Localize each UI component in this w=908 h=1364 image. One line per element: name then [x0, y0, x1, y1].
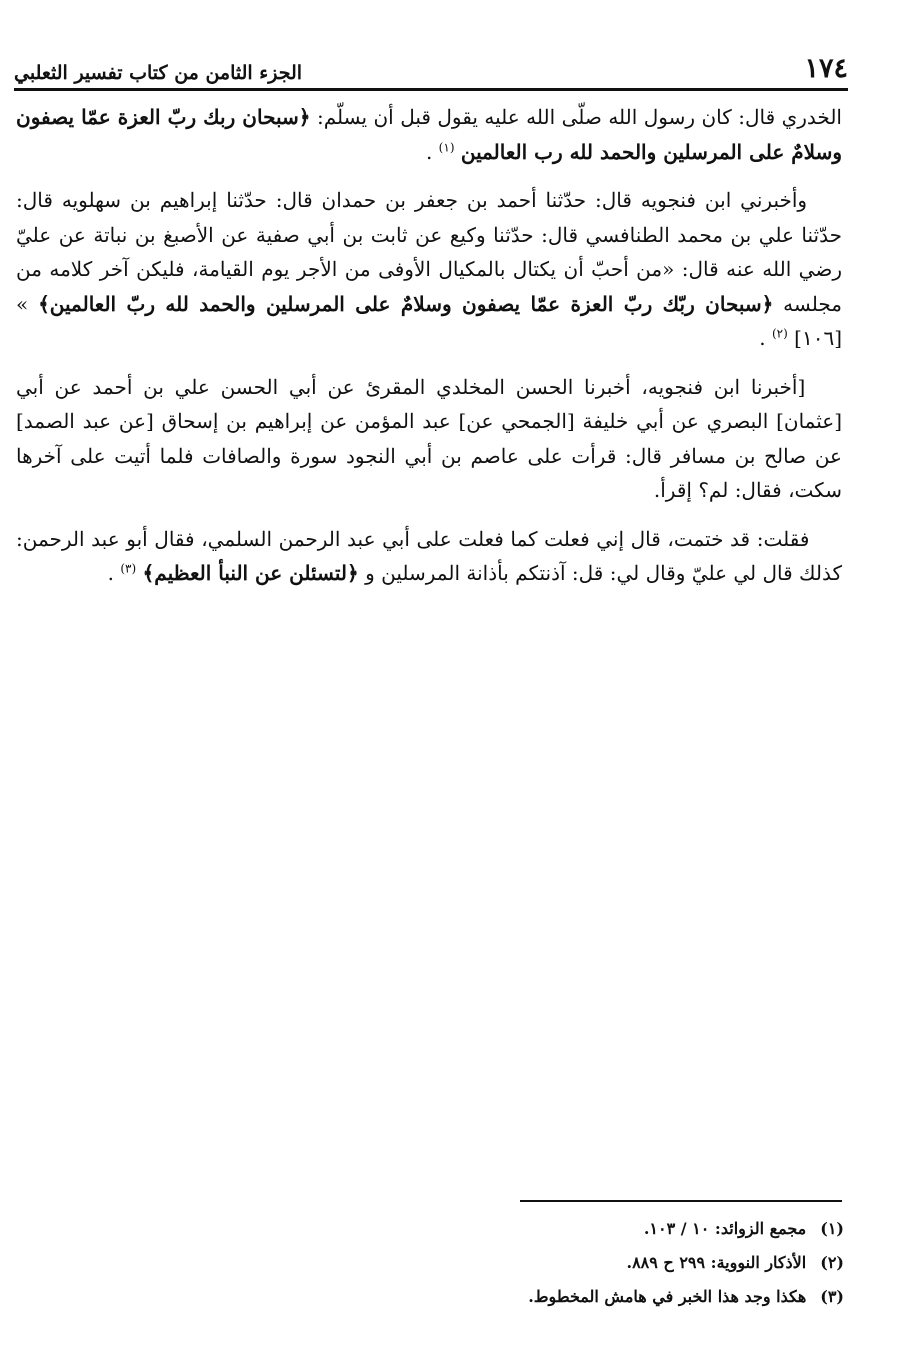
quran-quote: ﴿لتسئلن عن النبأ العظيم﴾	[142, 561, 359, 585]
footnote-marker: (٢)	[771, 326, 788, 341]
paragraph-text: الخدري قال: كان رسول الله صلّى الله عليه يقول قبل أن يسلّم:	[310, 105, 842, 129]
footnote-item	[16, 1280, 844, 1314]
footnote-text: مجمع الزوائد: ١٠ / ١٠٣.	[643, 1219, 807, 1238]
paragraph-text: [أخبرنا ابن فنجويه، أخبرنا الحسن المخلدي المقرئ عن أبي الحسن علي بن أحمد عن أبي [عثمان] البصري عن أبي خليفة [الجمحي عن] عبد المؤمن عن إبراهيم بن إسحاق [عن عبد الصمد] عن صالح بن مسافر قال: قرأت على عاصم بن أبي النجود سورة والصافات فلما أتيت على آخرها سكت، فقال: لم؟ إقرأ.	[16, 374, 842, 502]
page-number: ١٧٤	[804, 53, 848, 84]
footnote-text: الأذكار النووية: ٢٩٩ ح ٨٨٩.	[626, 1253, 807, 1272]
footnote-number: (١)	[820, 1219, 844, 1238]
header-rule	[14, 88, 848, 91]
footnote-item	[16, 1212, 844, 1246]
footnote-rule	[520, 1200, 842, 1202]
paragraph-1	[16, 100, 842, 169]
paragraph-text: » [١٠٦]	[16, 291, 842, 350]
running-title: الجزء الثامن من كتاب تفسير الثعلبي	[14, 62, 303, 84]
footnote-number: (٣)	[820, 1287, 844, 1306]
paragraph-text: .	[425, 139, 433, 164]
footnote-item	[16, 1246, 844, 1280]
main-text	[16, 100, 842, 605]
paragraph-4	[16, 522, 842, 591]
quran-quote: ﴿سبحان ربك ربّ العزة عمّا يصفون وسلامٌ على المرسلين والحمد لله رب العالمين	[16, 105, 842, 164]
paragraph-text: .	[107, 561, 114, 585]
quran-quote: ﴿سبحان ربّك ربّ العزة عمّا يصفون وسلامٌ على المرسلين والحمد لله ربّ العالمين﴾	[38, 291, 774, 316]
footnote-marker: (١)	[438, 139, 455, 154]
paragraph-2	[16, 183, 842, 356]
paragraph-3	[16, 370, 842, 508]
footnote-text: هكذا وجد هذا الخبر في هامش المخطوط.	[528, 1287, 807, 1306]
page-header	[14, 40, 848, 84]
footnote-number: (٢)	[820, 1253, 844, 1272]
footnotes	[16, 1212, 844, 1314]
footnote-marker: (٣)	[120, 561, 137, 576]
paragraph-text: وأخبرني ابن فنجويه قال: حدّثنا أحمد بن جعفر بن حمدان قال: حدّثنا إبراهيم بن سهلويه قال: حدّثنا علي بن محمد الطنافسي قال: حدّثنا وكيع عن ثابت بن أبي صفية عن الأصبغ بن نباتة عن عليّ رضي الله عنه قال: «من أحبّ أن يكتال بالمكيال الأوفى من الأجر يوم القيامة، فليكن آخر كلامه من مجلسه	[16, 188, 842, 316]
paragraph-text: فقلت: قد ختمت، قال إني فعلت كما فعلت على أبي عبد الرحمن السلمي، فقال أبو عبد الرحمن: كذلك قال لي عليّ وقال لي: قل: آذنتكم بأذانة المرسلين و	[16, 526, 842, 585]
paragraph-text: .	[759, 326, 766, 350]
